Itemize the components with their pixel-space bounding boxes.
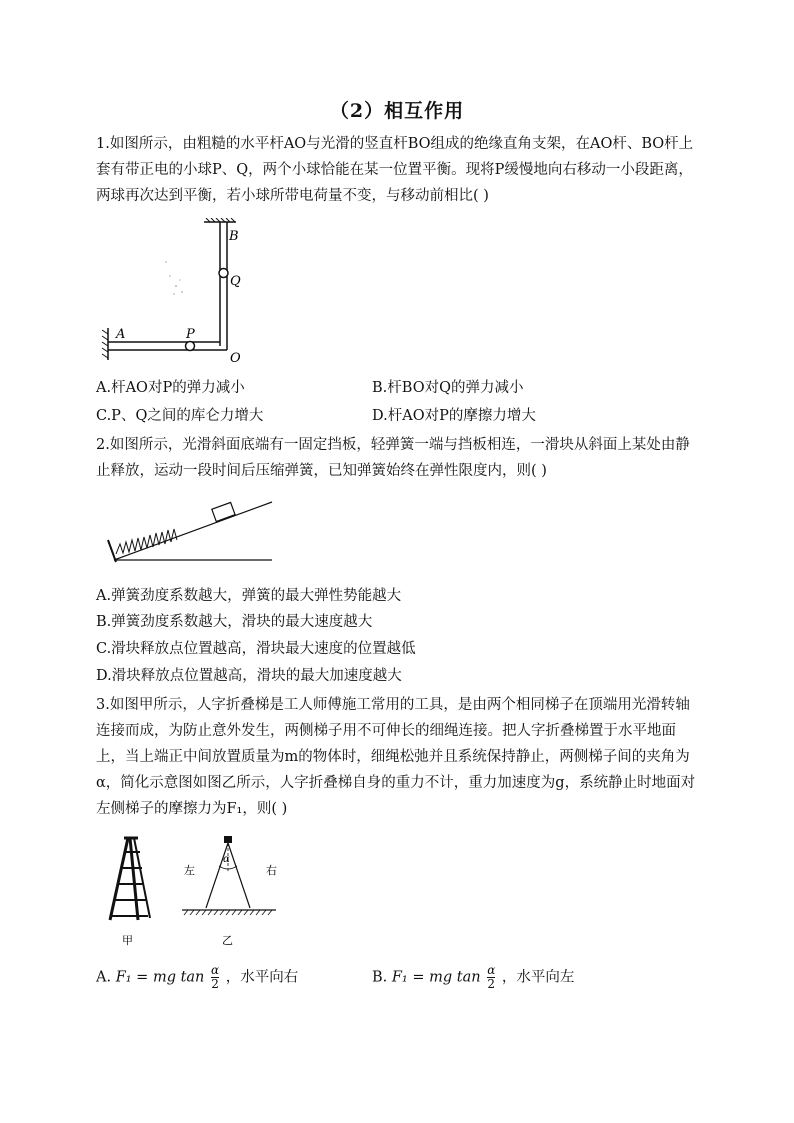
caption-yi: 乙 — [222, 934, 233, 947]
q3-option-b-fraction — [487, 964, 495, 991]
q3-option-b-formula: F₁ = mg tan — [391, 969, 481, 986]
label-alpha: α — [223, 854, 230, 865]
question-3-text: 3.如图甲所示，人字折叠梯是工人师傅施工常用的工具，是由两个相同梯子在顶端用光滑转轴连接而成，为防止意外发生，两侧梯子用不可伸长的细绳连接。把人字折叠梯置于水平地面上，当上端正中间放置质量为m的物体时，细绳松弛并且系统保持静止，两侧梯子间的夹角为α，简化示意图如图乙所示，人字折叠梯自身的重力不计，重力加速度为g，系统静止时地面对左侧梯子的摩擦力为F₁，则( ) — [96, 697, 696, 817]
left-wall-hatch — [102, 330, 108, 358]
q1-option-c: C.P、Q之间的库仑力增大 — [96, 408, 264, 424]
q3-option-b-denominator: 2 — [487, 977, 496, 991]
mass-block — [224, 836, 232, 843]
label-b: B — [229, 229, 239, 244]
slider-block — [212, 502, 235, 521]
ball-p — [186, 342, 195, 351]
stopper-plate — [108, 540, 116, 562]
q3-option-a-denominator: 2 — [211, 977, 219, 991]
q3-option-a-fraction — [211, 964, 219, 991]
label-a: A — [116, 327, 126, 342]
q3-option-a-prefix: A. — [96, 969, 112, 986]
q3-option-a — [96, 964, 298, 991]
q1-option-a: A.杆AO对P的弹力减小 — [96, 380, 245, 396]
ladder-photo — [110, 838, 150, 920]
incline-line — [114, 502, 272, 560]
label-q: Q — [230, 274, 241, 289]
question-1-text: 1.如图所示，由粗糙的水平杆AO与光滑的竖直杆BO组成的绝缘直角支架，在AO杆、BO杆上套有带正电的小球P、Q，两个小球恰能在某一位置平衡。现将P缓慢地向右移动一小段距离，两球再次达到平衡，若小球所带电荷量不变，与移动前相比( ) — [96, 136, 694, 204]
ladder-left-leg — [206, 843, 228, 908]
q1-option-b: B.杆BO对Q的弹力减小 — [372, 380, 524, 396]
question-2-figure — [104, 490, 276, 566]
floor-hatch — [184, 910, 272, 915]
smudge — [165, 261, 183, 295]
q3-option-b-suffix: ，水平向左 — [501, 969, 575, 986]
q1-option-d: D.杆AO对P的摩擦力增大 — [372, 408, 536, 424]
label-p: P — [186, 327, 195, 342]
ladder-right-leg — [228, 843, 250, 908]
spring — [116, 529, 177, 554]
q3-option-b-prefix: B. — [372, 969, 388, 986]
ball-q — [219, 269, 228, 278]
question-2-text: 2.如图所示，光滑斜面底端有一固定挡板，轻弹簧一端与挡板相连，一滑块从斜面上某处由静止释放，运动一段时间后压缩弹簧，已知弹簧始终在弹性限度内，则( ) — [96, 437, 690, 479]
label-o: O — [230, 351, 241, 366]
caption-right: 右 — [266, 864, 277, 877]
q3-option-b — [372, 964, 574, 991]
q3-option-a-numerator: α — [211, 963, 220, 977]
q3-option-a-formula: F₁ = mg tan — [115, 969, 205, 986]
caption-jia: 甲 — [122, 934, 133, 947]
q2-option-c: C.滑块释放点位置越高，滑块最大速度的位置越低 — [96, 641, 416, 657]
question-3-figure — [100, 832, 284, 948]
page-title: （2）相互作用 — [329, 100, 465, 122]
caption-left: 左 — [184, 864, 195, 877]
q2-option-a: A.弹簧劲度系数越大，弹簧的最大弹性势能越大 — [96, 588, 402, 604]
question-1-figure — [96, 218, 276, 366]
q2-option-b: B.弹簧劲度系数越大，滑块的最大速度越大 — [96, 614, 373, 630]
q2-option-d: D.滑块释放点位置越高，滑块的最大加速度越大 — [96, 668, 402, 684]
q3-option-b-numerator: α — [487, 963, 496, 977]
q3-option-a-suffix: ，水平向右 — [225, 969, 299, 986]
